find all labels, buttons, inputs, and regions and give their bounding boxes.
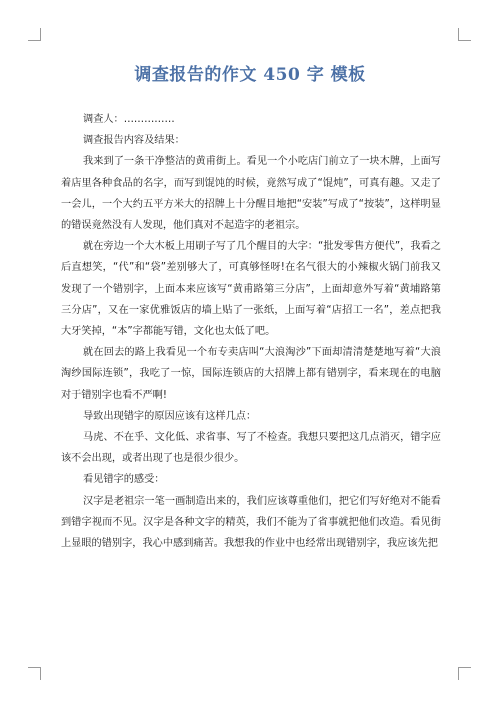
crop-mark-bottom-left (28, 667, 41, 680)
document-title: 调查报告的作文 450 字 模板 (134, 65, 366, 85)
section-heading-causes: 导致出现错字的原因应该有这样几点： (83, 410, 257, 422)
paragraph: 就在回去的路上我看见一个布专卖店叫“大浪淘沙”下面却清清楚楚地写着“大浪淘纱国际连锁”，我吃了一惊，国际连锁店的大招牌上都有错别字，看来现在的电脑对于错别字也看不严啊! (61, 347, 441, 401)
paragraph: 就在旁边一个大木板上用刷子写了几个醒目的大字：“批发零售方便代”，我看之后直想笑，“代”和“袋”差别够大了，可真够怪呀!在名气很大的小辣椒火锅门前我又发现了一个错别字，上面本来应该写“黄甫路第三分店”，上面却意外写着“黄埔路第三分店”，又在一家优雅饭店的墙上贴了一张纸，上面写着“店招工一名”，差点把我大牙笑掉，“本”字都能写错，文化也太低了吧。 (61, 241, 441, 338)
paragraph: 我来到了一条干净整洁的黄甫街上。看见一个小吃店门前立了一块木牌，上面写着店里各种食品的名字，而写到馄饨的时候，竟然写成了“馄炖”，可真有趣。又走了一会儿，一个大约五平方米大的招牌上十分醒目地把“安装”写成了“按装”，这样明显的错误竟然没有人发现，他们真对不起造字的老祖宗。 (61, 156, 441, 232)
section-heading-content: 调查报告内容及结果： (83, 135, 185, 147)
paragraph: 汉字是老祖宗一笔一画制造出来的，我们应该尊重他们，把它们写好绝对不能看到错字视而不见。汉字是各种文字的精英，我们不能为了省事就把他们改造。看见街上显眼的错别字，我心中感到痛苦。我想我的作业中也经常出现错别字，我应该先把 (61, 495, 441, 550)
crop-mark-top-left (28, 28, 41, 41)
paragraph: 马虎、不在乎、文化低、求省事、写了不检查。我想只要把这几点消灭，错字应该不会出现，或者出现了也是很少很少。 (61, 432, 441, 465)
document-body (61, 109, 441, 554)
crop-mark-top-right (458, 28, 471, 41)
crop-mark-bottom-right (458, 667, 471, 680)
section-heading-feelings: 看见错字的感受： (83, 474, 165, 486)
investigator-line: 调查人：…………… (83, 114, 175, 125)
